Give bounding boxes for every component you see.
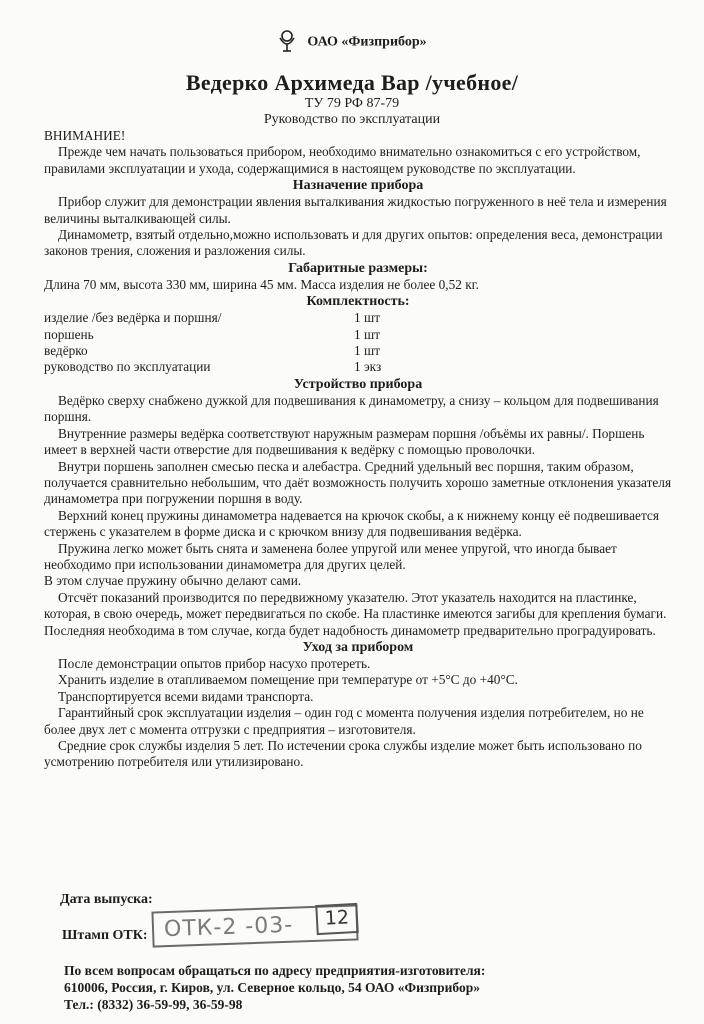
attention-heading: ВНИМАНИЕ!: [44, 128, 126, 143]
purpose-paragraph: Динамометр, взятый отдельно,можно использовать и для других опытов: определения веса, демонстрации законов трения, сложения и разложения силы.: [44, 227, 663, 259]
list-item: [44, 327, 672, 343]
item-qty: 1 экз: [354, 359, 382, 375]
company-header: [0, 28, 704, 57]
device-paragraph: Пружина легко может быть снята и заменена более упругой или менее упругой, что иногда бывает необходимо при использовании динамометра для других целей.: [44, 540, 617, 572]
item-name: руководство по эксплуатации: [44, 359, 211, 375]
care-paragraph: Гарантийный срок эксплуатации изделия – один год с момента получения изделия потребителем, но не более двух лет с момента отгрузки с предприятия – изготовителя.: [44, 705, 644, 737]
item-qty: 1 шт: [354, 343, 381, 359]
care-paragraph: Средние срок службы изделия 5 лет. По истечении срока службы изделие может быть использовано по усмотрению потребителя или утилизировано.: [44, 738, 642, 770]
attention-text: Прежде чем начать пользоваться прибором, необходимо внимательно ознакомиться с его устройством, правилами эксплуатации и ухода, содержащимися в настоящем руководстве по эксплуатации.: [44, 144, 641, 176]
completeness-list: [44, 310, 672, 376]
contact-block: [64, 962, 485, 1013]
stamp-number: 12: [315, 903, 359, 935]
item-qty: 1 шт: [354, 326, 381, 342]
stylized-antenna-logo-icon: [277, 28, 297, 57]
device-paragraph: В этом случае пружину обычно делают сами.: [44, 573, 302, 589]
tech-spec-code: ТУ 79 РФ 87-79: [304, 96, 400, 111]
manual-label: Руководство по эксплуатации: [263, 112, 441, 127]
item-qty: 1 шт: [354, 310, 381, 326]
stamp-text: ОТК-2 -03-: [163, 912, 294, 943]
dimensions-text: Длина 70 мм, высота 330 мм, ширина 45 мм. Масса изделия не более 0,52 кг.: [44, 276, 479, 292]
purpose-paragraph: Прибор служит для демонстрации явления выталкивания жидкостью погруженного в неё тела и измерения величины выталкивающей силы.: [44, 194, 667, 226]
device-paragraph: Внутренние размеры ведёрка соответствуют наружным размерам поршня /объёмы их равны/. Поршень имеет в верхней части отверстие для подвешивания к ведёрку с помощью проволочки.: [44, 425, 645, 458]
item-name: ведёрко: [44, 343, 88, 359]
device-paragraph: Отсчёт показаний производится по передвижному указателю. Этот указатель находится на пластинке, которая, в свою очередь, может передвигаться по скобе. На пластинке имеются загибы для крепления бумаги. Последняя необходима в том случае, когда будет надобность динамометр предварительно проградуировать.: [44, 589, 667, 638]
document-title: Ведерко Архимеда Вар /учебное/: [185, 70, 519, 95]
care-paragraph: После демонстрации опытов прибор насухо протереть.: [58, 655, 371, 671]
item-name: изделие /без ведёрка и поршня/: [44, 310, 222, 326]
care-paragraph: Транспортируется всеми видами транспорта.: [58, 688, 314, 704]
dimensions-heading: Габаритные размеры:: [288, 260, 428, 276]
stamp-label: Штамп ОТК:: [62, 928, 148, 943]
document-body: [44, 128, 672, 771]
item-name: поршень: [44, 326, 94, 342]
contact-line: Тел.: (8332) 36-59-99, 36-59-98: [64, 997, 243, 1012]
contact-line: 610006, Россия, г. Киров, ул. Северное кольцо, 54 ОАО «Физприбор»: [64, 980, 480, 995]
device-paragraph: Внутри поршень заполнен смесью песка и алебастра. Средний удельный вес поршня, таким образом, получается сравнительно небольшим, что даёт возможность получить хорошо заметные отклонения указателя динамометра при погружении поршня в воду.: [44, 458, 672, 507]
contact-line: По всем вопросам обращаться по адресу предприятия-изготовителя:: [64, 963, 486, 978]
purpose-heading: Назначение прибора: [292, 178, 424, 194]
device-paragraph: Верхний конец пружины динамометра надевается на крючок скобы, а к нижнему концу её подвешивается стержень с указателем в форме диска и с крючком внизу для подвешивания ведёрка.: [44, 507, 659, 540]
list-item: [44, 359, 672, 375]
list-item: [44, 343, 672, 359]
care-heading: Уход за прибором: [302, 639, 414, 655]
release-date-label: Дата выпуска:: [60, 892, 153, 907]
completeness-heading: Комплектность:: [306, 294, 410, 310]
list-item: [44, 310, 672, 326]
care-paragraph: Хранить изделие в отапливаемом помещение при температуре от +5°С до +40°С.: [58, 672, 518, 688]
device-heading: Устройство прибора: [293, 376, 423, 392]
device-paragraph: Ведёрко сверху снабжено дужкой для подвешивания к динамометру, а снизу – кольцом для подвешивания поршня.: [44, 392, 659, 425]
company-name: ОАО «Физприбор»: [307, 34, 427, 50]
